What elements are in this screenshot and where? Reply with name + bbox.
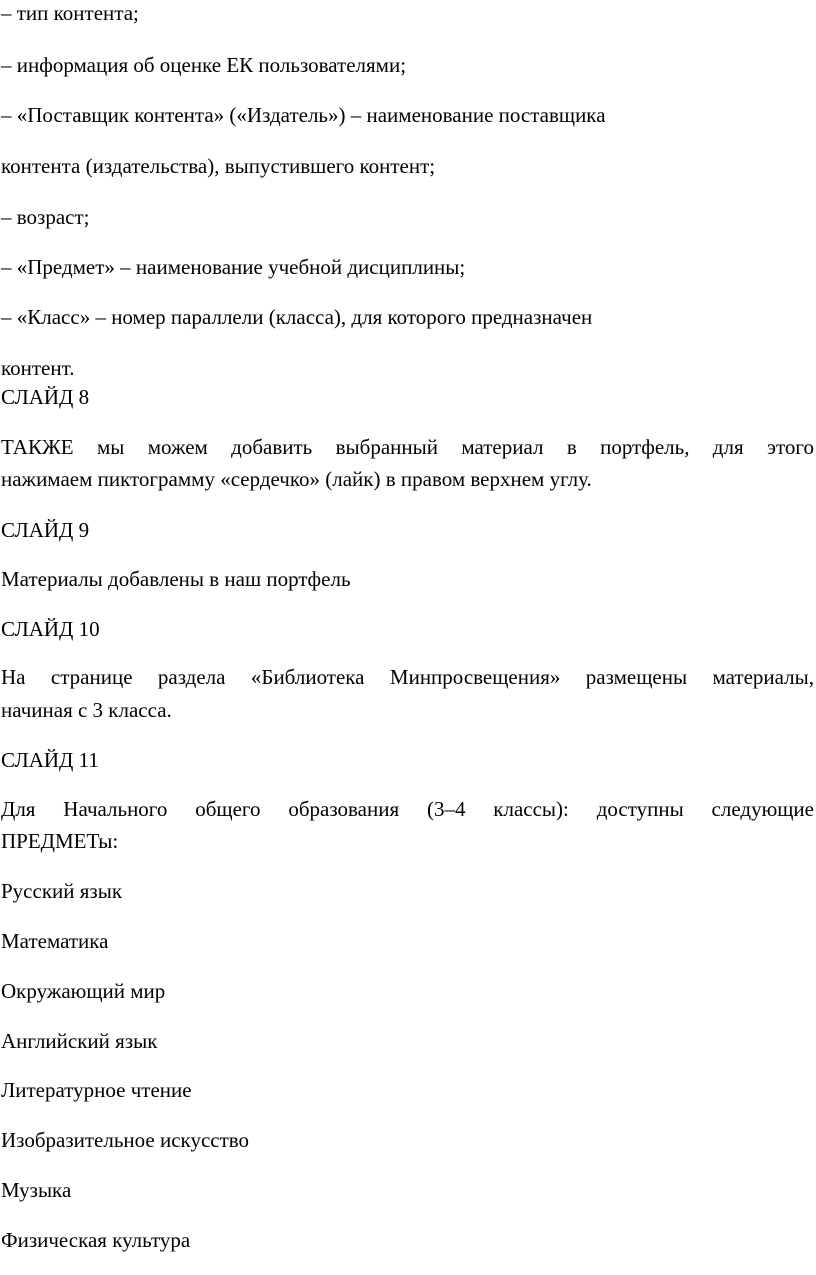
subject-list-item: Окружающий мир [1, 979, 166, 1003]
slide9-heading: СЛАЙД 9 [1, 518, 90, 542]
subject-list-item: Изобразительное искусство [1, 1128, 250, 1152]
list-item-age: – возраст; [1, 205, 90, 229]
list-item-subject: – «Предмет» – наименование учебной дисциплины; [1, 255, 466, 279]
slide8-heading: СЛАЙД 8 [1, 385, 90, 409]
subject-list-item: Английский язык [1, 1029, 158, 1053]
subject-list-item: Физическая культура [1, 1228, 191, 1252]
slide8-paragraph-line1: ТАКЖЕ мы можем добавить выбранный материал в портфель, для этого [1, 435, 814, 459]
subject-list-item: Музыка [1, 1178, 72, 1202]
list-item-user-rating: – информация об оценке ЕК пользователями; [1, 53, 407, 77]
list-item-grade-line2: контент. [1, 356, 75, 380]
slide11-paragraph-line2: ПРЕДМЕТы: [1, 829, 119, 853]
slide11-heading: СЛАЙД 11 [1, 748, 99, 772]
subject-list-item: Литературное чтение [1, 1078, 192, 1102]
slide10-paragraph-line1: На странице раздела «Библиотека Минпросвещения» размещены материалы, [1, 665, 814, 689]
slide11-paragraph-line1: Для Начального общего образования (3–4 классы): доступны следующие [1, 797, 814, 821]
slide9-paragraph: Материалы добавлены в наш портфель [1, 567, 351, 591]
list-item-provider-line2: контента (издательства), выпустившего контент; [1, 154, 436, 178]
list-item-grade-line1: – «Класс» – номер параллели (класса), для которого предназначен [1, 305, 593, 329]
slide10-paragraph-line2: начиная с 3 класса. [1, 698, 172, 722]
subject-list-item: Математика [1, 929, 109, 953]
list-item-provider-line1: – «Поставщик контента» («Издатель») – наименование поставщика [1, 103, 606, 127]
slide8-paragraph-line2: нажимаем пиктограмму «сердечко» (лайк) в правом верхнем углу. [1, 467, 592, 491]
slide10-heading: СЛАЙД 10 [1, 617, 100, 641]
subject-list-item: Русский язык [1, 879, 123, 903]
list-item-content-type: – тип контента; [1, 1, 139, 25]
